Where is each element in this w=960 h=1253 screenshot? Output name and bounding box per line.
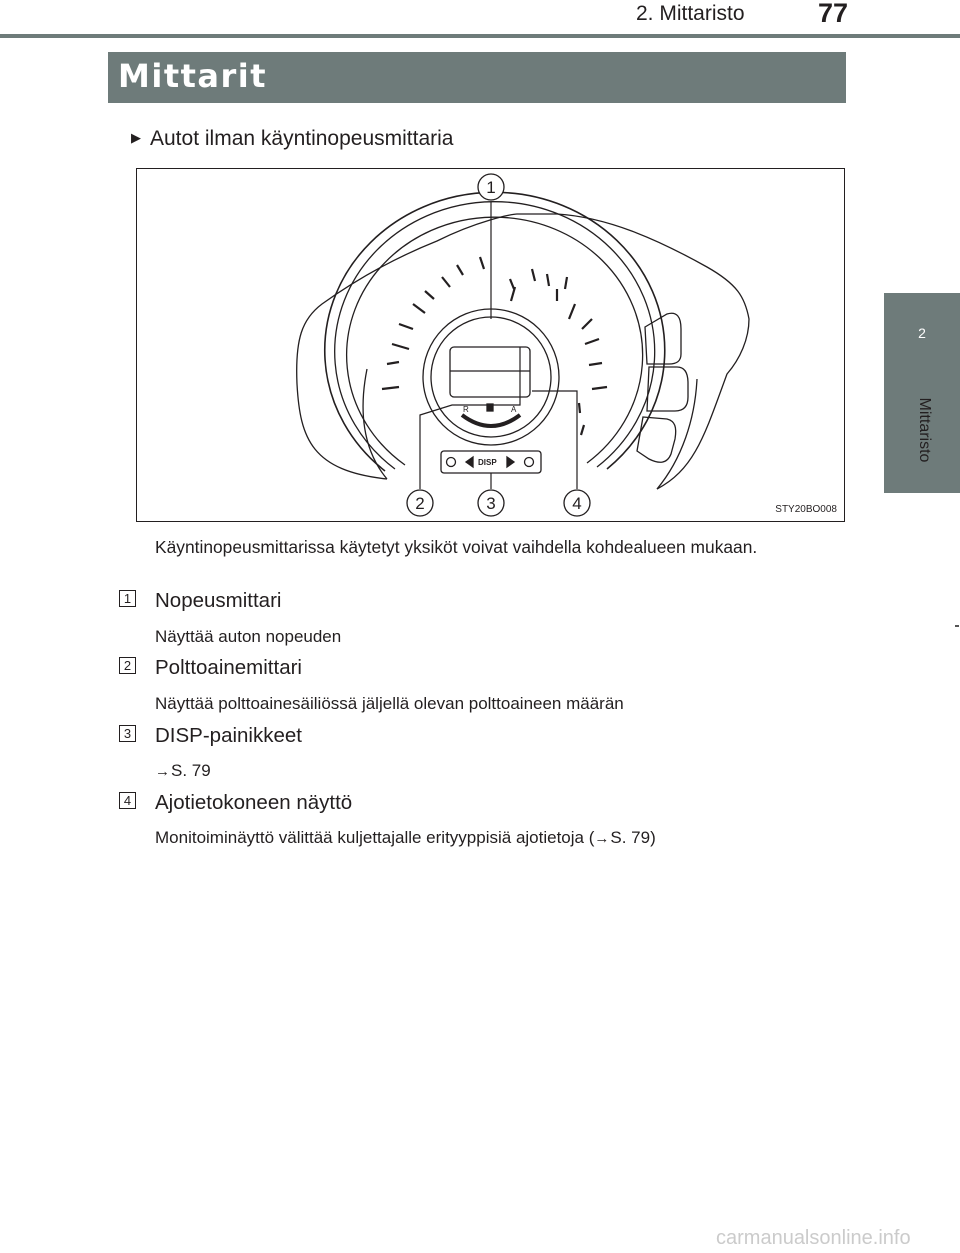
item-title-speedometer: Nopeusmittari	[155, 589, 282, 612]
item-number-1: 1	[119, 590, 136, 607]
disp-button-label: DISP	[478, 458, 497, 467]
item-number-2: 2	[119, 657, 136, 674]
fuel-gauge-letter-a: A	[511, 405, 517, 414]
fuel-gauge-arc	[462, 415, 520, 426]
speedometer-outer-rim	[325, 192, 665, 471]
page-reference-link[interactable]: S. 79	[171, 761, 211, 780]
margin-mark	[955, 625, 959, 627]
page-reference-link[interactable]: S. 79)	[610, 828, 656, 847]
item-desc-trip-computer	[155, 828, 656, 848]
right-round-knob	[525, 458, 534, 467]
subheading-text: Autot ilman käyntinopeusmittaria	[150, 127, 454, 150]
triangle-bullet-icon: ▶	[131, 130, 141, 145]
figure-code: STY20BO008	[775, 504, 837, 515]
callout-4: 4	[572, 494, 582, 513]
running-header-chapter: 2. Mittaristo	[636, 2, 745, 25]
section-title-bar	[108, 52, 846, 103]
note-paragraph: Käyntinopeusmittarissa käytetyt yksiköt voivat vaihdella kohdealueen mukaan.	[155, 537, 758, 557]
right-switch-upper	[645, 313, 681, 364]
reference-arrow-icon: →	[155, 763, 170, 780]
left-round-knob	[447, 458, 456, 467]
chapter-tab-number: 2	[918, 325, 926, 341]
item-desc-fuel-gauge: Näyttää polttoainesäiliössä jäljellä olevan polttoaineen määrän	[155, 694, 624, 713]
item-desc-disp-buttons	[155, 761, 211, 781]
disp-left-arrow-icon	[466, 457, 473, 467]
watermark: carmanualsonline.info	[716, 1227, 911, 1249]
fuel-gauge-letter-r: R	[463, 405, 469, 414]
item-title-fuel-gauge: Polttoainemittari	[155, 656, 302, 679]
item-desc-speedometer: Näyttää auton nopeuden	[155, 627, 342, 646]
callout-1: 1	[486, 178, 496, 197]
instrument-cluster-figure	[136, 168, 845, 522]
instrument-cluster-illustration	[137, 169, 844, 521]
item-number-4: 4	[119, 792, 136, 809]
item-number-3: 3	[119, 725, 136, 742]
chapter-tab-label-wrap	[909, 385, 939, 475]
right-switch-lower	[637, 417, 676, 462]
callout-2: 2	[415, 494, 425, 513]
callout-circles	[407, 174, 590, 516]
speedometer-ticks	[382, 257, 607, 435]
chapter-tab-label: Mittaristo	[916, 397, 933, 463]
reference-arrow-icon: →	[594, 830, 610, 847]
disp-right-arrow-icon	[507, 457, 514, 467]
page-number: 77	[818, 0, 849, 28]
subheading	[131, 127, 454, 151]
header-rule	[0, 34, 960, 38]
item-title-trip-computer: Ajotietokoneen näyttö	[155, 791, 353, 814]
item-desc-trip-computer-text: Monitoiminäyttö välittää kuljettajalle erityyppisiä ajotietoja (	[155, 828, 595, 847]
multi-information-display	[450, 347, 530, 397]
callout-leaders	[420, 202, 577, 489]
callout-3: 3	[486, 494, 496, 513]
section-title: Mittarit	[118, 57, 268, 95]
item-title-disp-buttons: DISP-painikkeet	[155, 724, 302, 747]
